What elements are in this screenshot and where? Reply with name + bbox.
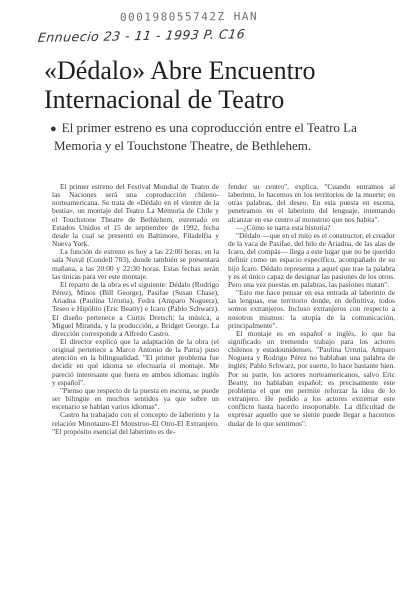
interview-question: —¿Cómo se narra esta historia? — [236, 222, 331, 232]
paragraph: fender su centro", explica. "Cuando entramos al laberinto, lo hacemos en los territorios de la muerte; en otras palabras, del deseo. En esta puesta en escena, penetramos en el laberinto del lenguaje, intentando alcanzar en ese centro al monstruo que nos habita". — [228, 182, 395, 224]
paragraph: El reparto de la obra es el siguiente: Dédalo (Rodrigo Pérez), Minos (Bill George), Pasifae (Susan Chase), Ariadna (Paulina Urrutia), Fedra (Amparo Noguera), Teseo e Hipólito (Eric Beatty) e Icaro (Pablo Schwarz). El diseño pertenece a Curtis Dretsch; la música, a Miguel Miranda, y la producción, a Bridget George. La dirección corresponde a Alfredo Castro. — [52, 279, 219, 338]
paragraph: Castro ha trabajado con el concepto de laberinto y la relación Minotauro-El Monstruo-El Otro-El Extranjero. "El propósito esencial del laberinto es de- — [52, 410, 219, 436]
paragraph: "Dédalo —que en el mito es el constructor, el creador de la vaca de Pasifae, del hilo de Ariadna, de las alas de Icaro, del compás— llega a este lugar que no he querido definir como un espacio específico, acompañado de su hijo Icaro. Dédalo representa a aquel que trae la palabra y es el único capaz de designar las pasiones de los otros. Pero una vez puestas en palabras, las pasiones matan". — [228, 230, 395, 289]
article-subhead — [50, 120, 384, 153]
paragraph: La función de estreno es hoy a las 22:00 horas, en la sala Nuval (Condell 703), donde también se presentará mañana, a las 20:00 y 22:30 horas. Estas fechas serán las únicas para ver este montaje. — [52, 247, 219, 281]
paragraph: El director explicó que la adaptación de la obra (el original pertenece a Marco Antonio de la Parra) puso atención en la bilingualidad. "El primer problema fue decidir en qué idioma se efectuaría el montaje. Me pareció interesante que fuera en ambos idiomas: inglés y español". — [52, 336, 219, 387]
article-column-right — [228, 183, 395, 428]
handwritten-date-note: Ennuecio 23 - 11 - 1993 P. C16 — [37, 26, 247, 45]
article-column-left — [52, 183, 219, 436]
paragraph: "Esto me hace pensar en esa entrada al laberinto de las lenguas, ese territorio donde, en definitiva, todos somos extranjeros. Incluso extranjeros con respecto a nosotros mismos: la utopía de la comunicación, principalmente". — [228, 288, 395, 330]
archive-stamp: 000198055742Z HAN — [119, 9, 259, 24]
subhead-text: El primer estreno es una coproducción entre el Teatro La Memoria y el Touchstone Theatre, de Bethlehem. — [54, 120, 357, 153]
bullet-icon: ● — [50, 123, 57, 135]
article-headline: «Dédalo» Abre Encuentro Internacional de Teatro — [44, 56, 316, 114]
paragraph: El montaje es en español e inglés, lo que ha significado un tremendo trabajo para los actores chilenos y estadounidenses. "Paulina Urrutia, Amparo Noguera y Rodrigo Pérez no hablaban una palabra de inglés; Pablo Schwarz, por suerte, lo hace bastante bien. Por su parte, los actores norteamericanos, salvo Eric Beatty, no hablaban español; es precisamente este problema el que me permite reforzar la idea de lo extranjero. He pedido a los actores extremar este conflicto hasta hacerlo insoportable. La dificultad de expresar aquello que se siente puede llegar a hacernos dudar de lo que sentimos". — [228, 328, 395, 428]
paragraph: "Pienso que respecto de la puesta en escena, se puede ser bilingüe en muchos sentidos ya que sobre un escenario se hablan varios idiomas". — [52, 385, 219, 412]
paragraph: El primer estreno del Festival Mundial de Teatro de las Naciones será una coproducción chileno-norteamericana. Se trata de «Dédalo en el vientre de la bestia», un montaje del Teatro La Memoria de Chile y el Touchstone Theatre de Bethlehem, estrenado en Estados Unidos el 15 de septiembre de 1992, fecha desde la cual se presentó en Baltimore, Filadelfia y Nueva York. — [52, 182, 219, 249]
